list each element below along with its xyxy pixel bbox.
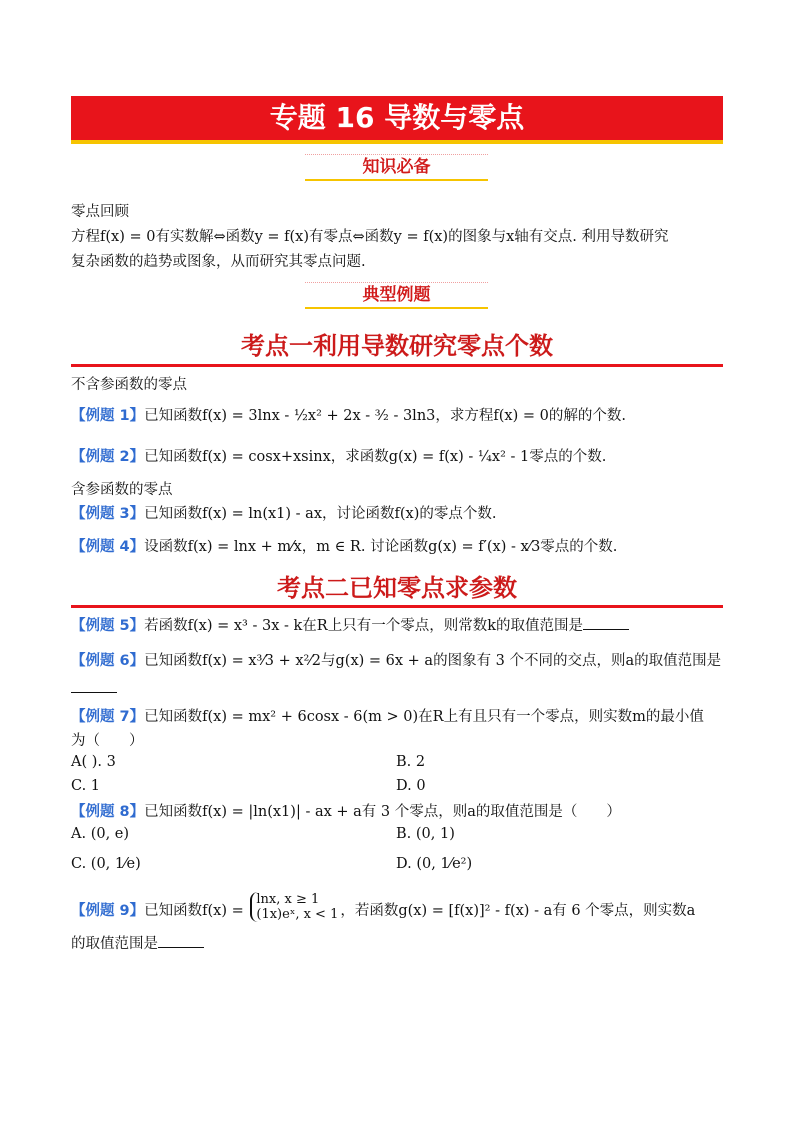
example-4 [71,535,617,556]
option-b: B. (0, 1) [396,826,455,842]
example-text: 若函数f(x) = x³ - 3x - k在R上只有一个零点，则常数k的取值范围是 [144,618,583,634]
example-tag: 【例题 4】 [71,539,145,555]
example-text: 已知函数f(x) = ln(x1) - ax，讨论函数f(x)的零点个数. [144,506,497,522]
section-examples [305,280,488,305]
example-tag: 【例题 2】 [71,449,145,465]
example-text: ，若函数g(x) = [f(x)]² - f(x) - a有 6 个零点，则实数a [340,903,696,919]
example-5 [71,614,629,635]
answer-blank [583,617,629,630]
option-a: A. (0, e) [71,826,130,842]
option-a: A( ). 3 [71,754,116,770]
option-b: B. 2 [396,754,426,770]
page-title: 专题 16 导数与零点 [71,96,723,140]
review-line-2: 复杂函数的趋势或图象，从而研究其零点问题. [71,254,366,270]
section-underline [305,179,488,181]
example-tag: 【例题 3】 [71,506,145,522]
example-text: 已知函数f(x) = cosx+xsinx，求函数g(x) = f(x) - ¼x² - 1零点的个数. [144,449,607,465]
title-underline [71,140,723,144]
example-text: 已知函数f(x) = |ln(x1)| - ax + a有 3 个零点，则a的取值范围是（ ） [144,804,621,820]
piecewise-case-2: (1x)eˣ, x < 1 [256,907,339,922]
example-6 [71,649,721,670]
section-dots [305,282,488,285]
kp2-title: 考点二已知零点求参数 [277,574,517,602]
review-line-1: 方程f(x) = 0有实数解⇔函数y = f(x)有零点⇔函数y = f(x)的图象与x轴有交点. 利用导数研究 [71,229,669,245]
example-1 [71,404,626,425]
example-tag: 【例题 1】 [71,408,145,424]
kp2-underline [71,605,723,608]
option-d: D. (0, 1⁄e²) [396,856,473,872]
example-8 [71,800,621,821]
example-tag: 【例题 7】 [71,709,145,725]
piecewise-cases [250,892,338,922]
example-7 [71,705,704,726]
example-9 [71,892,696,926]
kp1-title: 考点一利用导数研究零点个数 [241,332,553,360]
example-text: 已知函数f(x) = 3lnx - ½x² + 2x - ³⁄₂ - 3ln3，求方程f(x) = 0的解的个数. [144,408,626,424]
example-text: 设函数f(x) = lnx + m⁄x，m ∈ R. 讨论函数g(x) = f′(x) - x⁄3零点的个数. [144,539,618,555]
kp1-sub1: 不含参函数的零点 [71,377,187,393]
answer-blank [71,680,117,693]
kp1-underline [71,364,723,367]
example-tag: 【例题 9】 [71,903,145,919]
example-tag: 【例题 6】 [71,653,145,669]
section-examples-label: 典型例题 [362,285,431,305]
example-tag: 【例题 5】 [71,618,145,634]
section-knowledge-label: 知识必备 [362,157,431,177]
example-2 [71,445,606,466]
option-c: C. (0, 1⁄e) [71,856,141,872]
example-text: 已知函数f(x) = mx² + 6cosx - 6(m > 0)在R上有且只有一个零点，则实数m的最小值 [144,709,704,725]
answer-blank [158,935,204,948]
option-c: C. 1 [71,778,101,794]
section-knowledge [305,152,488,177]
review-heading: 零点回顾 [71,204,129,220]
example-text: 的取值范围是 [71,936,158,952]
example-tag: 【例题 8】 [71,804,145,820]
example-text: 已知函数f(x) = x³⁄3 + x²⁄2与g(x) = 6x + a的图象有 3 个不同的交点，则a的取值范围是 [144,653,722,669]
kp1-sub2: 含参函数的零点 [71,482,173,498]
section-dots [305,154,488,157]
example-3 [71,502,496,523]
example-6-blank-line [71,680,117,697]
section-underline [305,307,488,309]
piecewise-case-1: lnx, x ≥ 1 [256,892,320,907]
example-text: 已知函数f(x) = [144,903,244,919]
example-7-line-2: 为（ ） [71,733,144,749]
option-d: D. 0 [396,778,426,794]
example-9-line-2 [71,932,204,953]
